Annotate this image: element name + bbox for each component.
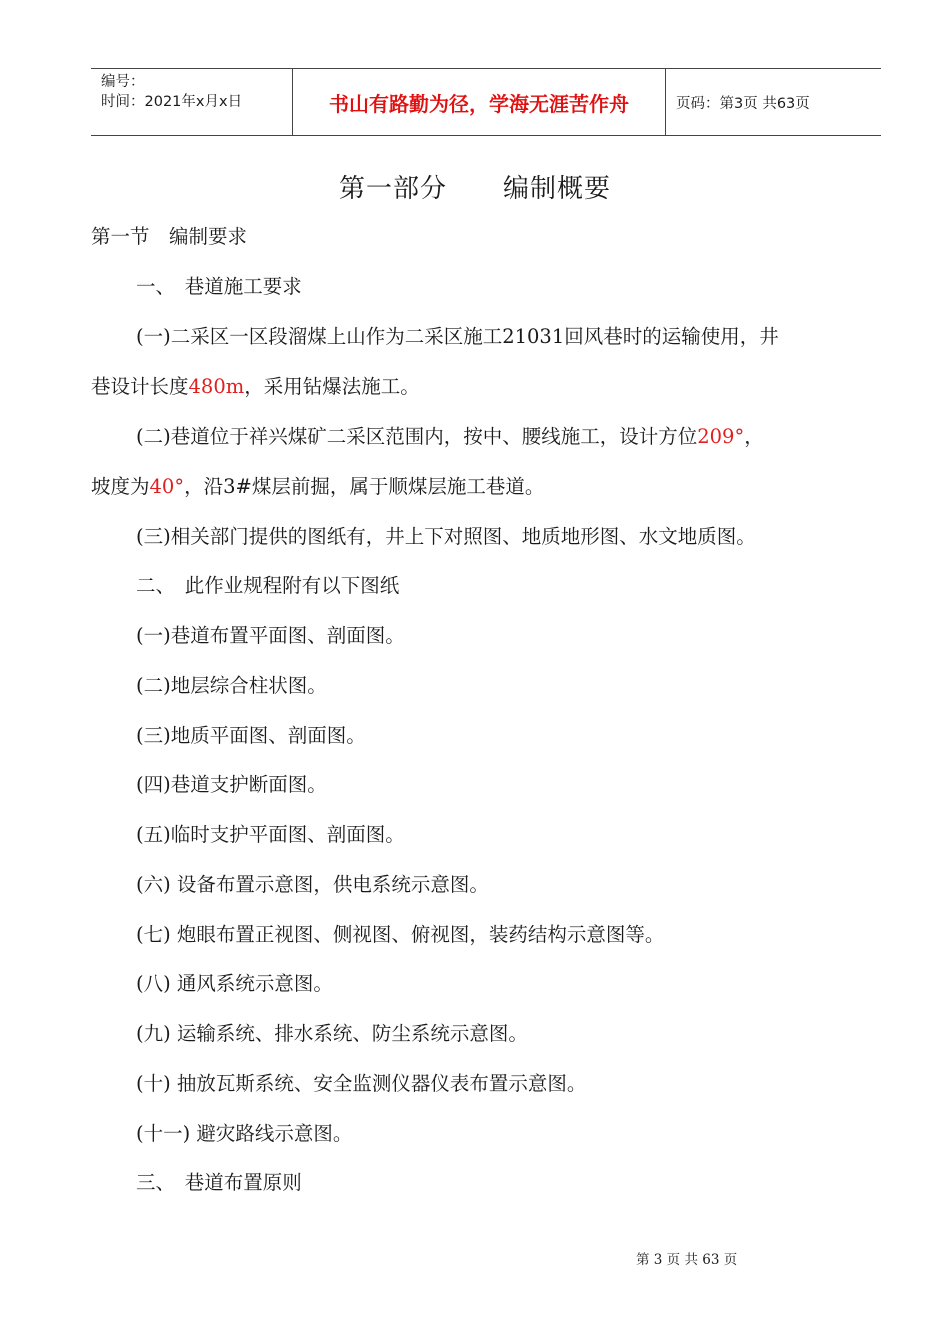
item2-heading: 二、 此作业规程附有以下图纸	[136, 574, 400, 597]
page-header	[91, 68, 881, 136]
p1-line2	[91, 371, 420, 399]
design-length: 480m	[188, 375, 245, 398]
drawing-item: (九) 运输系统、排水系统、防尘系统示意图。	[136, 1022, 528, 1045]
p2-text-a: (二)巷道位于祥兴煤矿二采区范围内，按中、腰线施工，设计方位	[136, 425, 698, 448]
drawing-item: (一)巷道布置平面图、剖面图。	[136, 624, 405, 647]
design-azimuth: 209°	[697, 425, 745, 448]
p1-text-b: ，采用钻爆法施工。	[244, 375, 420, 398]
drawing-item: (二)地层综合柱状图。	[136, 674, 327, 697]
drawing-item: (七) 炮眼布置正视图、侧视图、俯视图，装药结构示意图等。	[136, 923, 665, 946]
p2-line2	[91, 471, 544, 499]
p1-line1: (一)二采区一区段溜煤上山作为二采区施工21031回风巷时的运输使用，井	[136, 325, 779, 348]
p1-text-a: 巷设计长度	[91, 375, 189, 398]
header-motto: 书山有路勤为径，学海无涯苦作舟	[293, 69, 666, 135]
item1-heading: 一、 巷道施工要求	[136, 275, 302, 298]
document-title	[0, 168, 950, 205]
drawing-item: (六) 设备布置示意图，供电系统示意图。	[136, 873, 489, 896]
drawing-item: (十) 抽放瓦斯系统、安全监测仪器仪表布置示意图。	[136, 1072, 587, 1095]
p2-text-d: ，沿3#煤层前掘，属于顺煤层施工巷道。	[184, 475, 545, 498]
p3: (三)相关部门提供的图纸有，井上下对照图、地质地形图、水文地质图。	[136, 525, 756, 548]
header-meta	[91, 69, 293, 135]
page-footer: 第 3 页 共 63 页	[636, 1252, 738, 1268]
drawing-item: (五)临时支护平面图、剖面图。	[136, 823, 405, 846]
design-slope: 40°	[149, 475, 185, 498]
section-heading: 第一节 编制要求	[91, 225, 248, 248]
date-label: 时间：2021年x月x日	[101, 94, 243, 110]
p2-text-c: 坡度为	[91, 475, 150, 498]
p2-text-b: ，	[744, 425, 764, 448]
title-name: 编制概要	[503, 174, 612, 204]
p2-line1	[136, 421, 764, 449]
serial-label: 编号：	[101, 74, 145, 90]
drawing-item: (四)巷道支护断面图。	[136, 773, 327, 796]
item3-heading: 三、 巷道布置原则	[136, 1171, 302, 1194]
header-page-info: 页码：第3页 共63页	[676, 95, 810, 112]
drawing-item: (三)地质平面图、剖面图。	[136, 724, 366, 747]
drawing-item: (十一) 避灾路线示意图。	[136, 1122, 353, 1145]
drawing-item: (八) 通风系统示意图。	[136, 972, 333, 995]
title-part: 第一部分	[338, 174, 447, 204]
